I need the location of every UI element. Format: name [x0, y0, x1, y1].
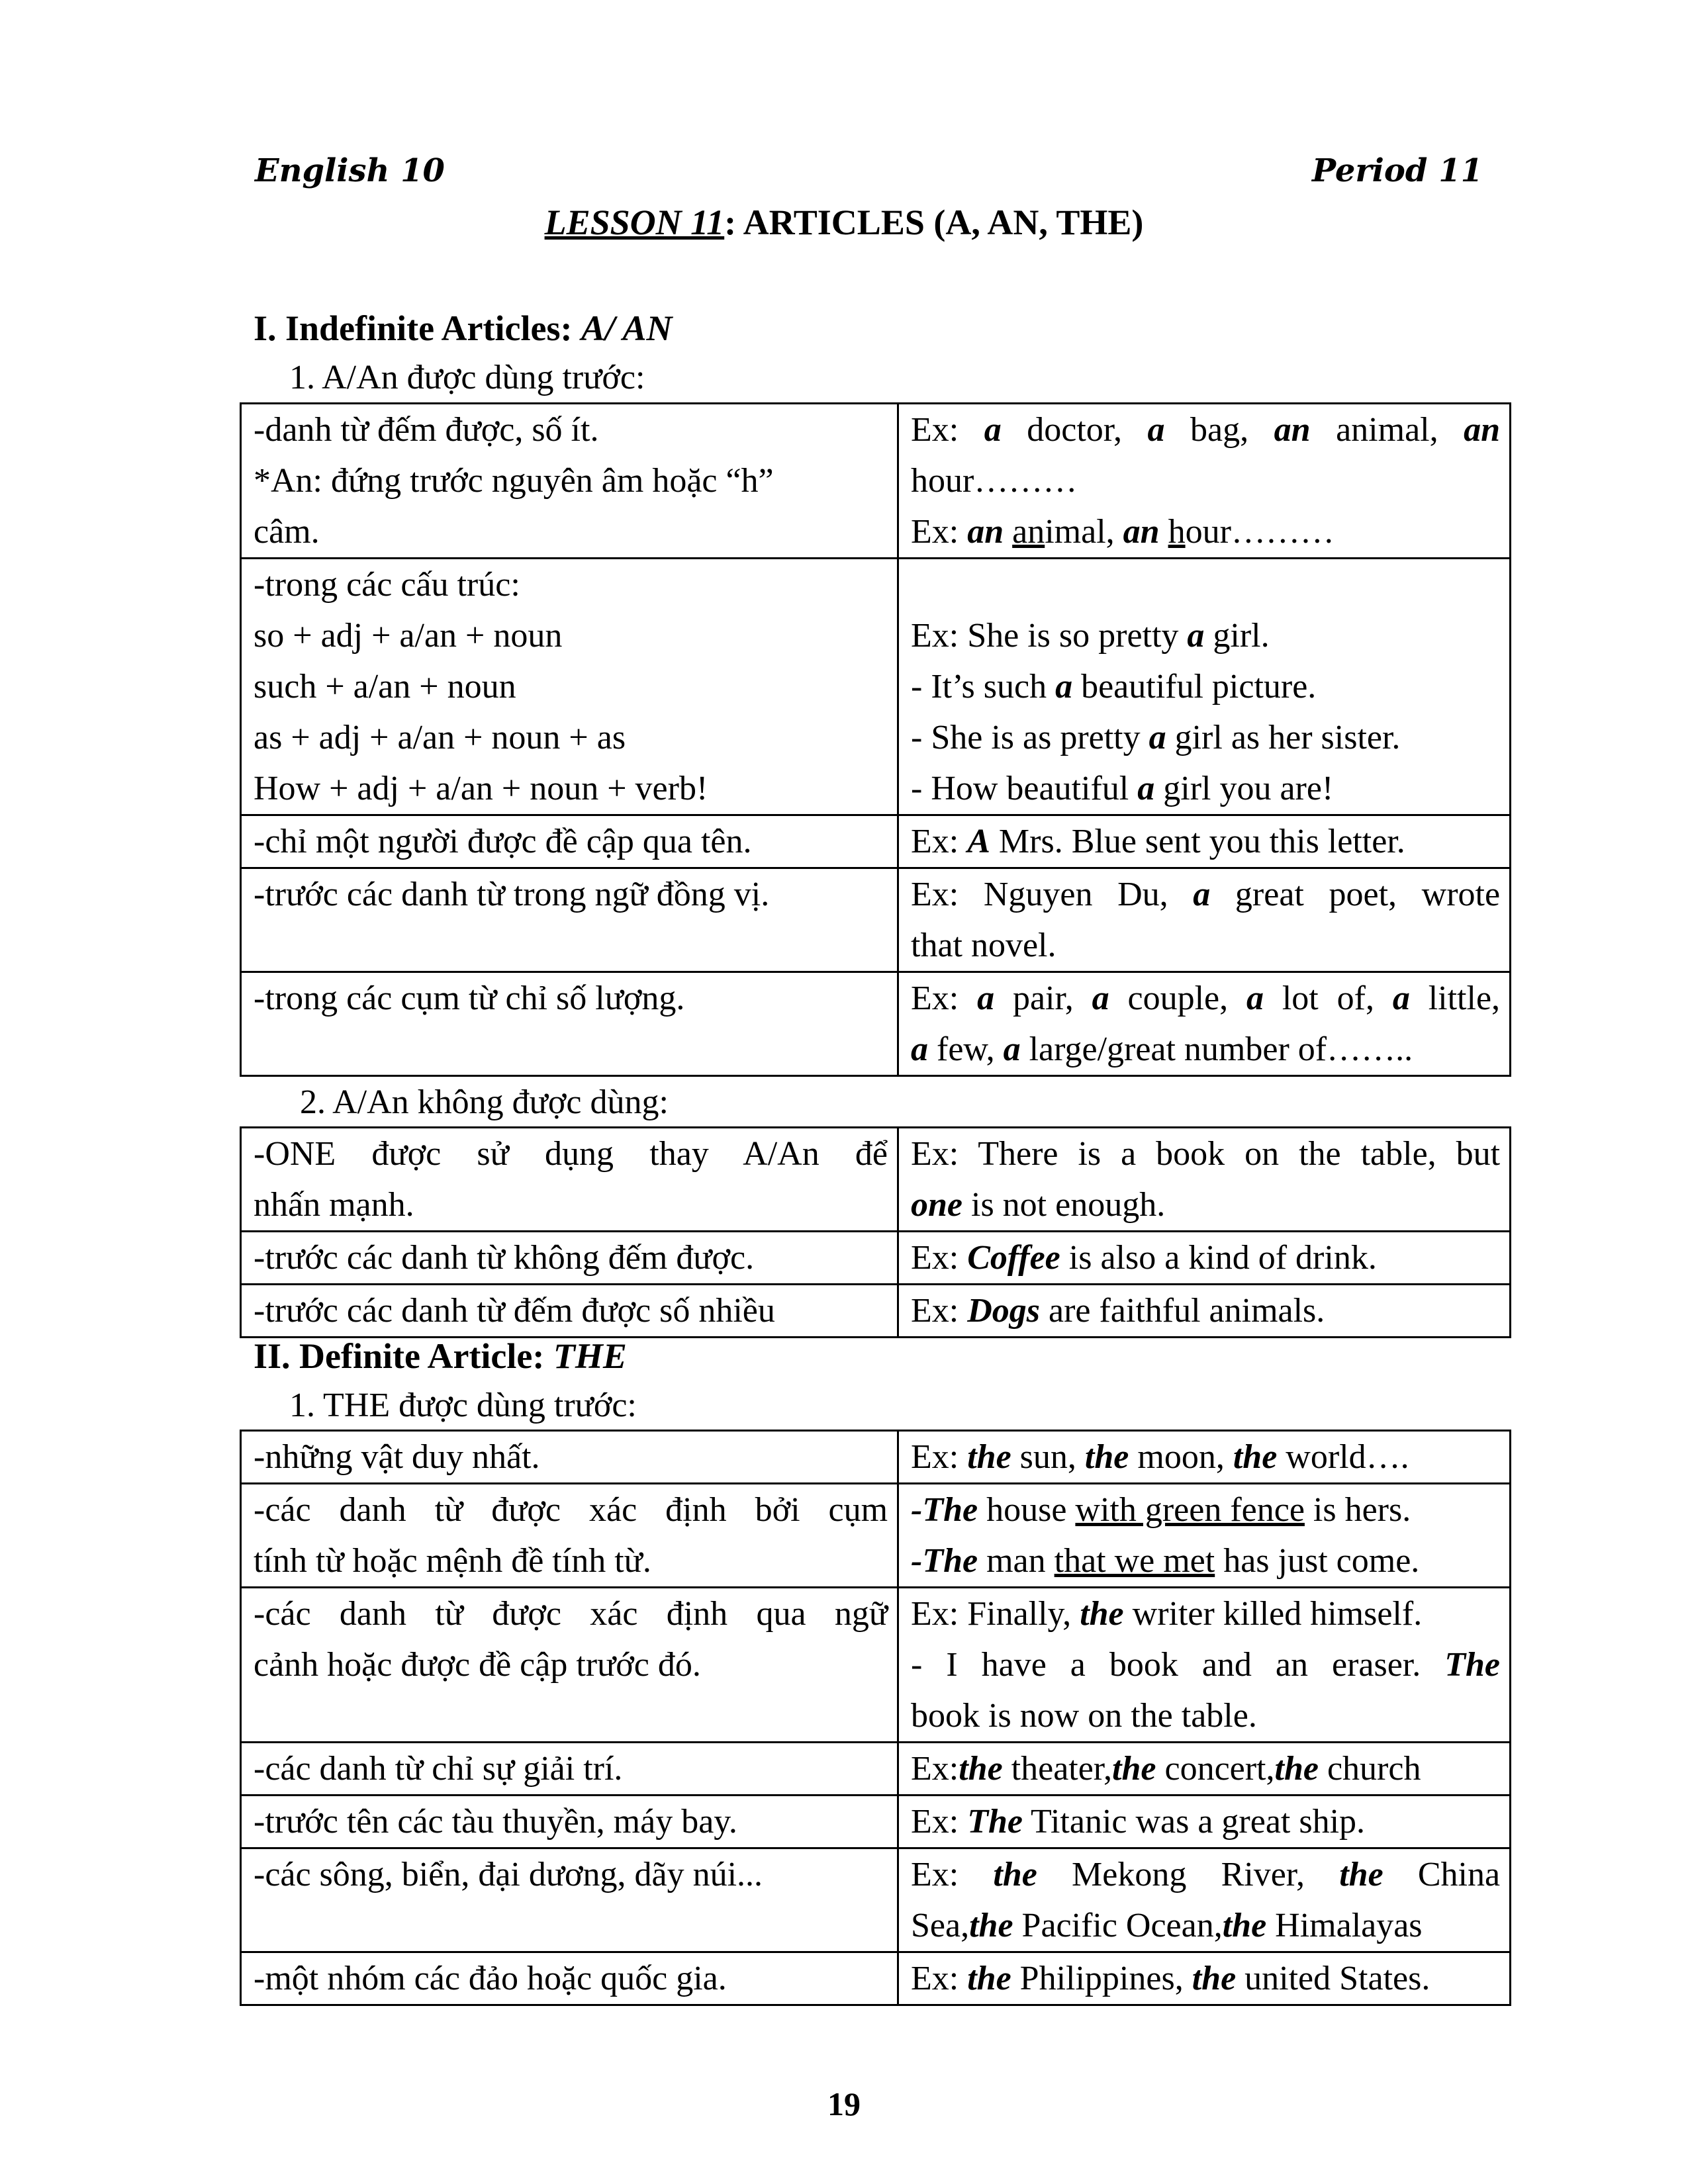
rule-cell: -các danh từ chỉ sự giải trí.	[241, 1743, 898, 1796]
rule-cell: -trước tên các tàu thuyền, máy bay.	[241, 1796, 898, 1848]
example-cell: Ex: The Titanic was a great ship.	[898, 1796, 1511, 1848]
subheading-the-used-before: 1. THE được dùng trước:	[289, 1387, 637, 1424]
lesson-number: LESSON 11	[544, 203, 725, 242]
table-row	[241, 1796, 1511, 1848]
table-row	[241, 815, 1511, 868]
table-row	[241, 404, 1511, 559]
rule-cell: -một nhóm các đảo hoặc quốc gia.	[241, 1952, 898, 2005]
example-cell: Ex: She is so pretty a girl. - It’s such a beautiful picture. - She is as pretty a girl as her sister. - How beautiful a girl you are!	[898, 559, 1511, 815]
table-row	[241, 1743, 1511, 1796]
rule-cell: -các danh từ được xác định bởi cụm tính từ hoặc mệnh đề tính từ.	[241, 1484, 898, 1588]
example-cell: Ex: Coffee is also a kind of drink.	[898, 1232, 1511, 1285]
table-row	[241, 559, 1511, 815]
example-cell: Ex: a doctor, a bag, an animal, an hour……… Ex: an animal, an hour………	[898, 404, 1511, 559]
rule-cell: -các sông, biển, đại dương, dãy núi...	[241, 1848, 898, 1952]
example-cell: Ex: the Mekong River, the China Sea,the Pacific Ocean,the Himalayas	[898, 1848, 1511, 1952]
subheading-used-before: 1. A/An được dùng trước:	[289, 359, 645, 396]
rule-cell: -trước các danh từ đếm được số nhiều	[241, 1285, 898, 1338]
lesson-topic: ARTICLES (A, AN, THE)	[736, 203, 1144, 242]
table-row	[241, 972, 1511, 1076]
example-cell: Ex: Dogs are faithful animals.	[898, 1285, 1511, 1338]
rule-cell: -các danh từ được xác định qua ngữ cảnh hoặc được đề cập trước đó.	[241, 1588, 898, 1743]
table-row	[241, 1952, 1511, 2005]
example-cell: Ex: the Philippines, the united States.	[898, 1952, 1511, 2005]
example-cell: Ex: Finally, the writer killed himself. - I have a book and an eraser. The book is now on the table.	[898, 1588, 1511, 1743]
rule-cell: -danh từ đếm được, số ít. *An: đứng trước nguyên âm hoặc “h” câm.	[241, 404, 898, 559]
table-indefinite-used	[240, 402, 1511, 1077]
example-cell: Ex: a pair, a couple, a lot of, a little, a few, a large/great number of……..	[898, 972, 1511, 1076]
lesson-title: LESSON 11: ARTICLES (A, AN, THE)	[544, 203, 1144, 242]
example-cell: -The house with green fence is hers. -The man that we met has just come.	[898, 1484, 1511, 1588]
table-row	[241, 1588, 1511, 1743]
example-cell: Ex: Nguyen Du, a great poet, wrote that novel.	[898, 868, 1511, 972]
example-cell: Ex: There is a book on the table, but one is not enough.	[898, 1128, 1511, 1232]
table-row	[241, 1128, 1511, 1232]
page-number: 19	[827, 2085, 861, 2122]
example-cell: Ex: the sun, the moon, the world….	[898, 1431, 1511, 1484]
rule-cell: -chỉ một người được đề cập qua tên.	[241, 815, 898, 868]
rule-cell: -trước các danh từ không đếm được.	[241, 1232, 898, 1285]
rule-cell: -trước các danh từ trong ngữ đồng vị.	[241, 868, 898, 972]
table-definite-used	[240, 1430, 1511, 2006]
table-row	[241, 1285, 1511, 1338]
section-heading-indefinite: I. Indefinite Articles: A/ AN	[254, 308, 673, 348]
table-row	[241, 1848, 1511, 1952]
rule-cell: -những vật duy nhất.	[241, 1431, 898, 1484]
period-label: Period 11	[1312, 152, 1483, 189]
example-cell: Ex: A Mrs. Blue sent you this letter.	[898, 815, 1511, 868]
course-label: English 10	[255, 152, 445, 189]
table-row	[241, 1232, 1511, 1285]
example-cell: Ex:the theater,the concert,the church	[898, 1743, 1511, 1796]
rule-cell: -trong các cụm từ chỉ số lượng.	[241, 972, 898, 1076]
rule-cell: -trong các cấu trúc: so + adj + a/an + noun such + a/an + noun as + adj + a/an + noun + as How + adj + a/an + noun + verb!	[241, 559, 898, 815]
table-row	[241, 1431, 1511, 1484]
subheading-not-used: 2. A/An không được dùng:	[300, 1083, 669, 1121]
section-heading-definite: II. Definite Article: THE	[254, 1336, 627, 1376]
table-indefinite-not-used	[240, 1126, 1511, 1338]
table-row	[241, 868, 1511, 972]
table-row	[241, 1484, 1511, 1588]
rule-cell: -ONE được sử dụng thay A/An để nhấn mạnh.	[241, 1128, 898, 1232]
